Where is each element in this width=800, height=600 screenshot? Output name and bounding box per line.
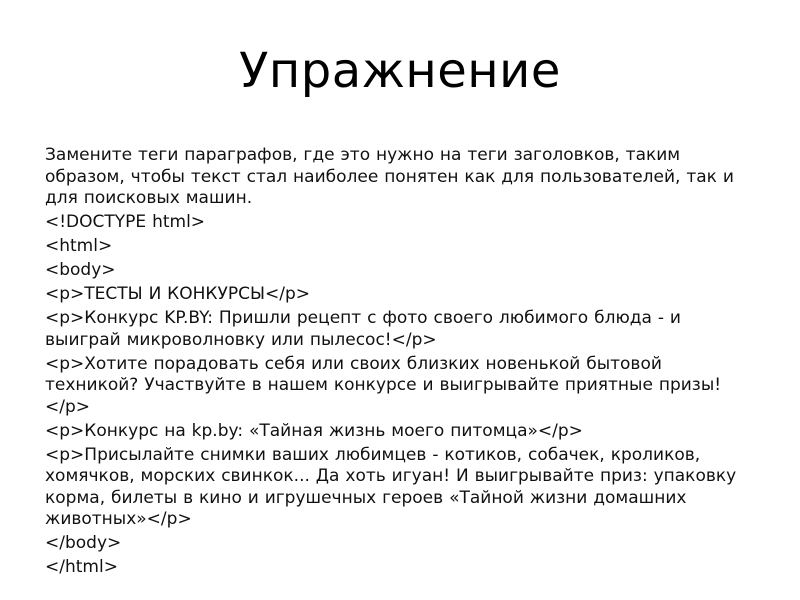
code-line-p-pet-contest: <p>Конкурс на kp.by: «Тайная жизнь моего питомца»</p> xyxy=(45,420,583,441)
instruction-paragraph: Замените теги параграфов, где это нужно на теги заголовков, таким образом, чтобы текст стал наиболее понятен как для пользователей, так и для поисковых машин. xyxy=(45,145,734,209)
code-line-html-open: <html> xyxy=(45,236,113,257)
slide-title: Упражнение xyxy=(239,43,561,99)
code-line-doctype: <!DOCTYPE html> xyxy=(45,212,206,233)
code-line-p-tests: <p>ТЕСТЫ И КОНКУРСЫ</p> xyxy=(45,284,310,305)
code-line-body-open: <body> xyxy=(45,260,116,281)
code-line-p-contest-kpby: <p>Конкурс KP.BY: Пришли рецепт с фото своего любимого блюда - и выиграй микроволновку или пылесос!</p> xyxy=(45,308,681,350)
slide-body-text xyxy=(45,145,751,579)
code-line-p-send-photos: <p>Присылайте снимки ваших любимцев - котиков, собачек, кроликов, хомячков, морских свинкок... Да хоть игуан! И выигрывайте приз: упаковку корма, билеты в кино и игрушечных героев «Тайной жизни домашних животных»</p> xyxy=(45,444,737,530)
code-line-body-close: </body> xyxy=(45,533,122,554)
code-line-html-close: </html> xyxy=(45,557,118,578)
code-line-p-household: <p>Хотите порадовать себя или своих близких новенькой бытовой техникой? Участвуйте в нашем конкурсе и выигрывайте приятные призы!</p> xyxy=(45,353,722,417)
